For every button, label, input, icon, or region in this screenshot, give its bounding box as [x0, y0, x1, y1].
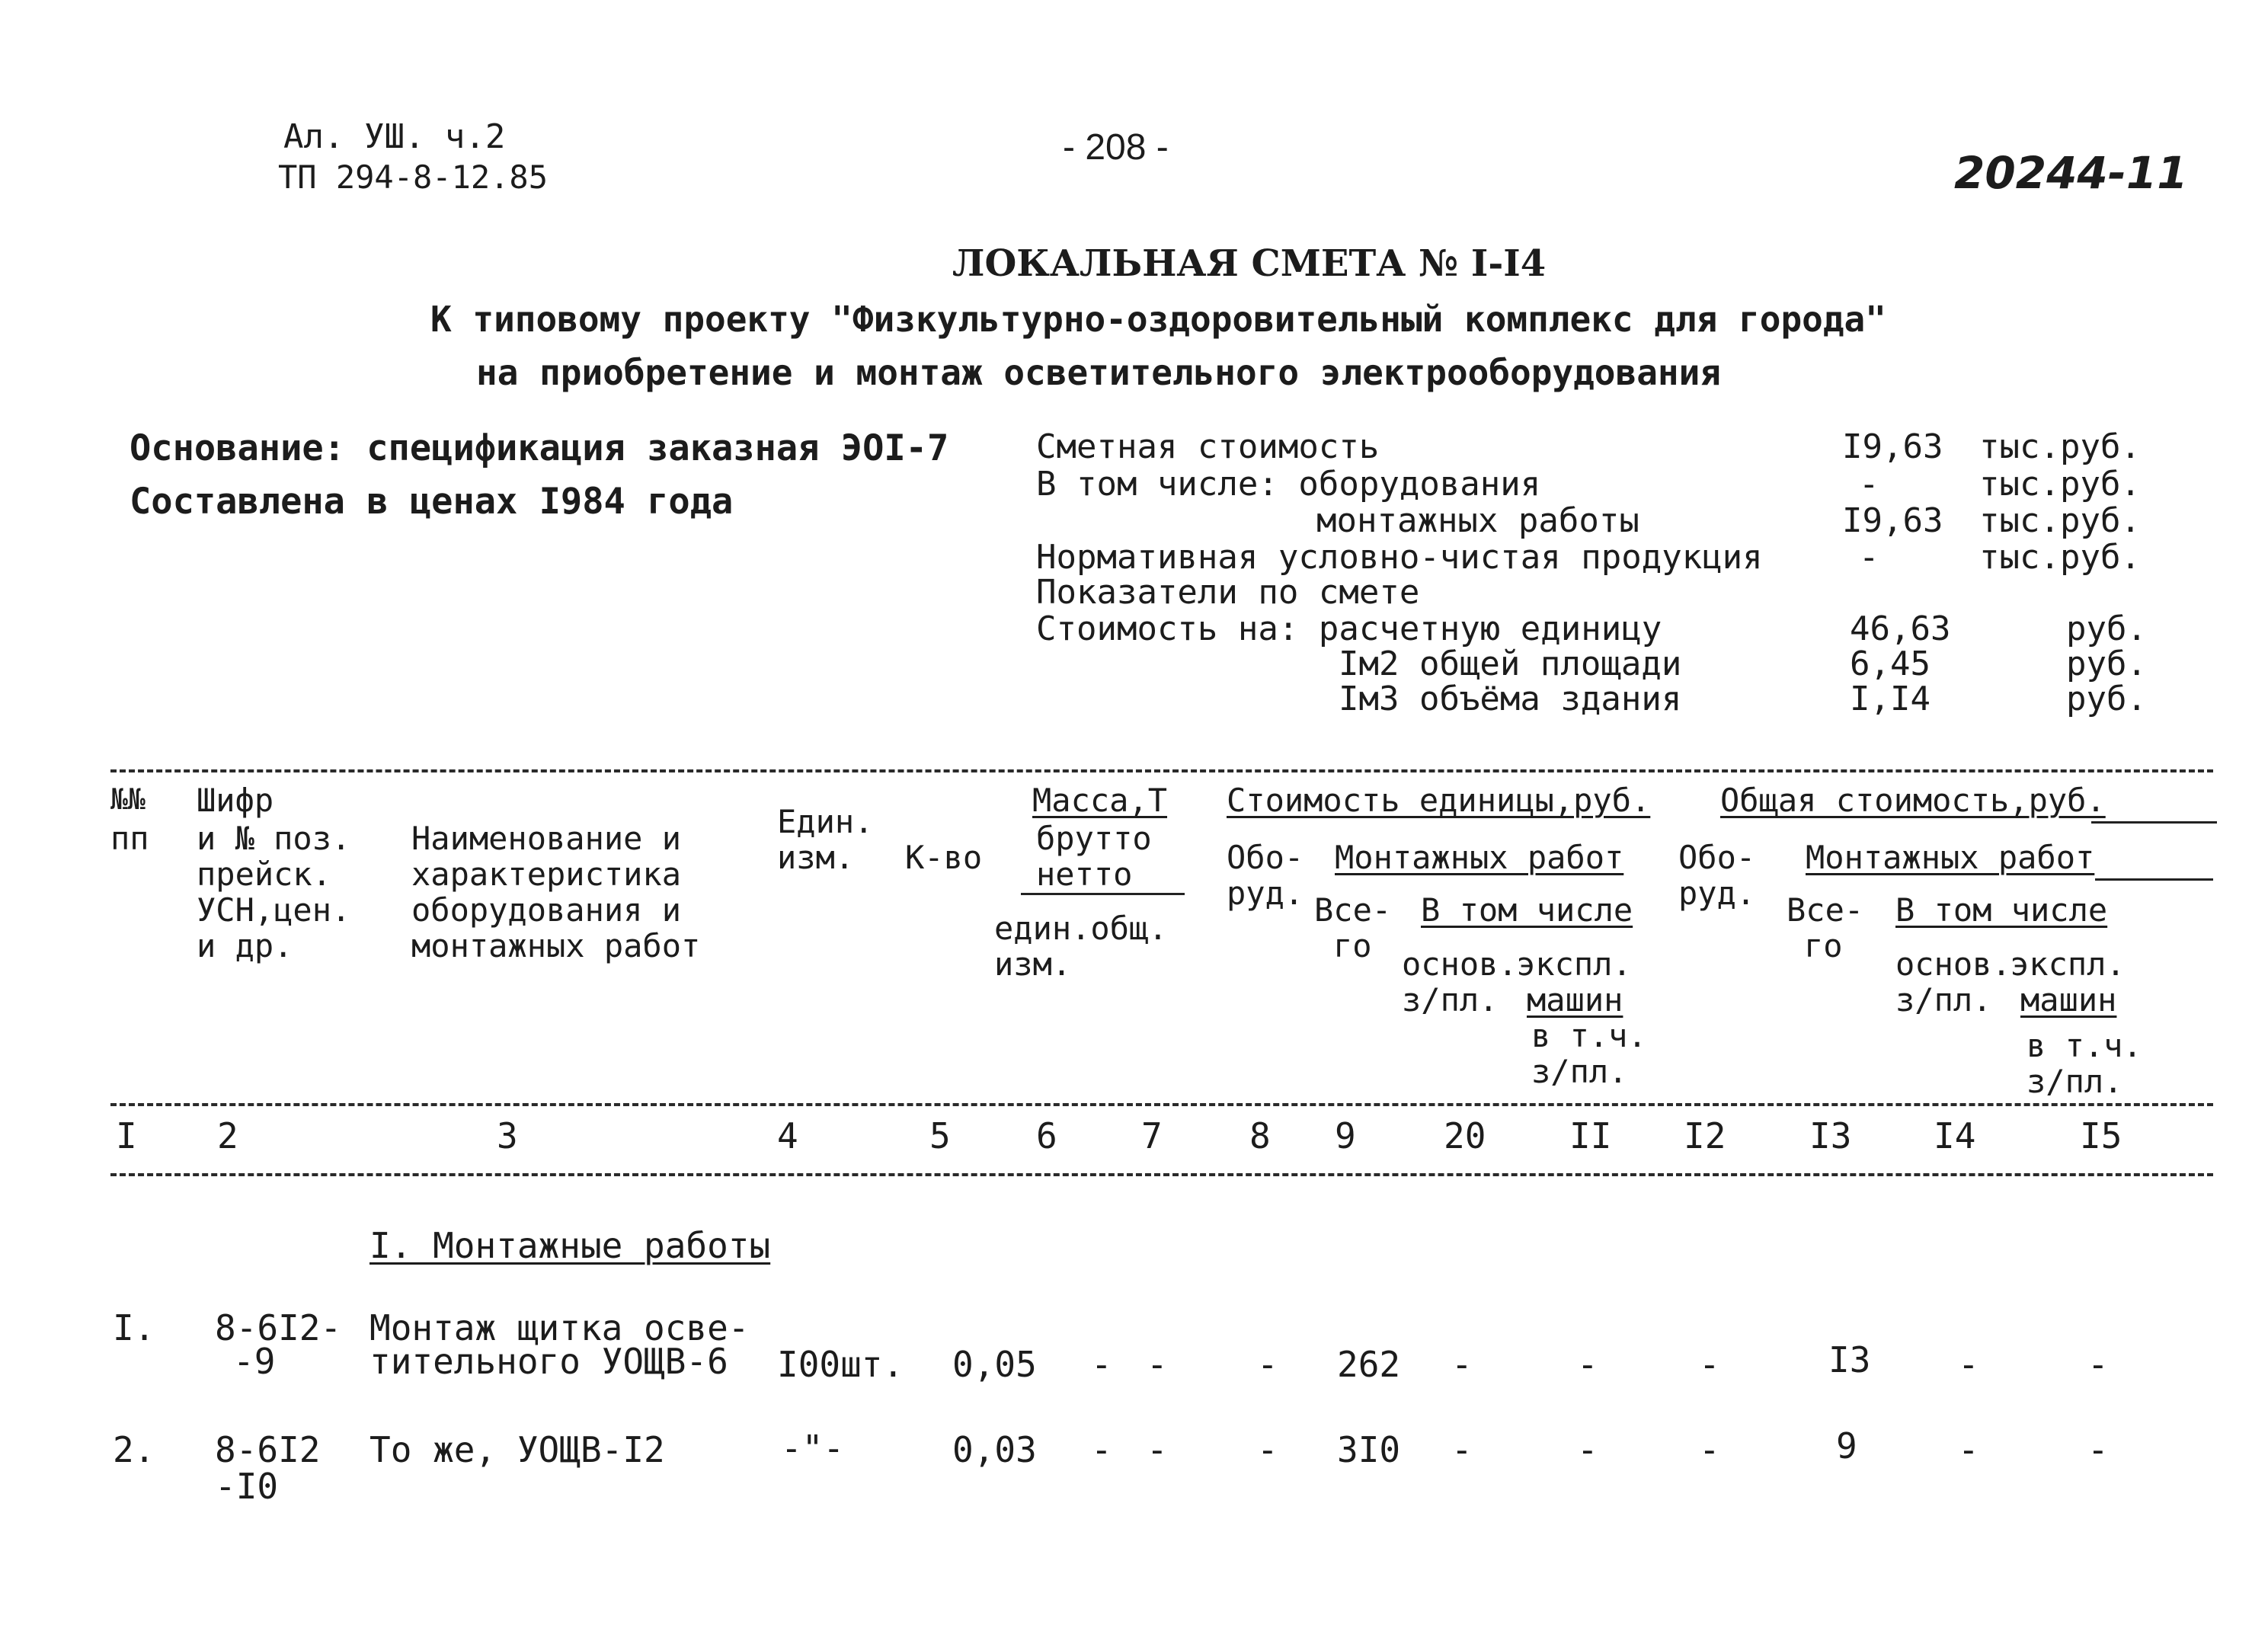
header-basic-wage-total: з/пл.: [1895, 981, 1992, 1019]
cost-per-unit-label: Стоимость на: расчетную единицу: [1036, 609, 1662, 648]
row-mounting-all: 262: [1337, 1344, 1401, 1385]
header-equipment-total: Обо-: [1678, 839, 1756, 876]
row-number: I.: [113, 1307, 155, 1348]
header-name: характеристика: [411, 856, 682, 893]
header-machine-op: экспл.: [1516, 945, 1632, 983]
row-mounting-all: 3I0: [1337, 1429, 1401, 1470]
cost-per-m3-value: I,I4: [1850, 680, 1931, 718]
row-mass-total: -: [1147, 1344, 1168, 1385]
row-number: 2.: [113, 1429, 155, 1470]
header-unit-cost: Стоимость единицы,руб.: [1227, 782, 1651, 819]
header-basic-wage: з/пл.: [1402, 981, 1499, 1019]
netto-underline: [1021, 893, 1185, 895]
header-basic-wage-total: основ.: [1895, 945, 2011, 983]
header-code: Шифр: [197, 782, 274, 819]
header-all-total: Все-: [1787, 891, 1864, 929]
header-mounting: Монтажных работ: [1335, 839, 1624, 876]
row-basic-wage-total: -: [1958, 1344, 1979, 1385]
header-number: пп: [110, 820, 149, 857]
row-basic-wage: -: [1451, 1344, 1473, 1385]
column-number: I4: [1934, 1115, 1976, 1156]
header-incl: В том числе: [1421, 891, 1633, 929]
header-basic-wage: основ.: [1402, 945, 1518, 983]
estimate-title: ЛОКАЛЬНАЯ СМЕТА № I-I4: [952, 242, 1547, 285]
row-unit: I00шт.: [777, 1344, 904, 1385]
header-equipment-total: руд.: [1678, 875, 1756, 912]
cost-header-underline: [2091, 821, 2217, 824]
header-machine-op-total: машин: [2020, 981, 2117, 1019]
column-number: 7: [1141, 1115, 1163, 1156]
unit-thousand-rub: тыс.руб.: [1979, 465, 2141, 504]
normative-value: -: [1859, 538, 1879, 577]
header-incl-wage: з/пл.: [1531, 1053, 1628, 1090]
column-number: 20: [1444, 1115, 1486, 1156]
estimate-purpose: на приобретение и монтаж осветительного электрооборудования: [476, 352, 1721, 393]
cost-per-unit-value: 46,63: [1850, 609, 1951, 648]
header-incl-wage: в т.ч.: [1531, 1017, 1647, 1054]
estimated-cost-value: I9,63: [1842, 427, 1943, 466]
unit-rub: руб.: [2066, 680, 2147, 718]
unit-thousand-rub: тыс.руб.: [1979, 501, 2141, 540]
page-number: - 208 -: [1063, 127, 1169, 168]
prices-line: Составлена в ценах I984 года: [130, 481, 734, 523]
header-incl-wage-total: з/пл.: [2026, 1063, 2123, 1100]
header-name: монтажных работ: [411, 927, 701, 964]
header-mounting-total: Монтажных работ: [1806, 839, 2095, 876]
row-equipment: -: [1257, 1344, 1278, 1385]
basis-line: Основание: спецификация заказная ЭОI-7: [130, 427, 949, 469]
column-number: I2: [1684, 1115, 1726, 1156]
header-all: Все-: [1314, 891, 1392, 929]
estimated-cost-label: Сметная стоимость: [1036, 427, 1380, 466]
header-netto: нетто: [1036, 856, 1133, 893]
header-name: оборудования и: [411, 891, 682, 929]
mounting-label: монтажных работы: [1316, 501, 1639, 540]
cost-per-m2-label: Iм2 общей площади: [1339, 644, 1682, 683]
cost-per-m3-label: Iм3 объёма здания: [1339, 680, 1682, 718]
column-number: 3: [497, 1115, 518, 1156]
unit-rub: руб.: [2066, 609, 2147, 648]
header-equipment: руд.: [1227, 875, 1304, 912]
header-code: прейск.: [197, 856, 332, 893]
row-machine-op: -: [1577, 1429, 1598, 1470]
header-total-cost: Общая стоимость,руб.: [1720, 782, 2106, 819]
row-code: 8-6I2-: [215, 1307, 342, 1348]
header-name: Наименование и: [411, 820, 682, 857]
row-code: -I0: [215, 1466, 279, 1507]
table-top-rule: [110, 769, 2213, 772]
mounting-value: I9,63: [1842, 501, 1943, 540]
header-brutto: брутто: [1036, 820, 1152, 857]
row-mass-total: -: [1147, 1429, 1168, 1470]
header-all: го: [1333, 927, 1372, 964]
header-incl-total: В том числе: [1895, 891, 2108, 929]
header-all-total: го: [1804, 927, 1843, 964]
header-code: и № поз.: [197, 820, 351, 857]
header-code: УСН,цен.: [197, 891, 351, 929]
column-number: 8: [1249, 1115, 1271, 1156]
row-mounting-total: I3: [1828, 1339, 1871, 1380]
row-equipment-total: -: [1699, 1429, 1720, 1470]
row-mass-unit: -: [1091, 1344, 1112, 1385]
row-basic-wage: -: [1451, 1429, 1473, 1470]
column-number: I: [116, 1115, 137, 1156]
row-name: То же, УОЩВ-I2: [369, 1429, 665, 1470]
row-machine-op: -: [1577, 1344, 1598, 1385]
row-mass-unit: -: [1091, 1429, 1112, 1470]
header-code: и др.: [197, 927, 293, 964]
header-machine-op-total: экспл.: [2010, 945, 2126, 983]
row-equipment: -: [1257, 1429, 1278, 1470]
header-unit: Един.: [777, 803, 874, 840]
column-number: II: [1569, 1115, 1612, 1156]
row-machine-op-total: -: [2087, 1344, 2109, 1385]
cost-per-m2-value: 6,45: [1850, 644, 1931, 683]
handwritten-code: 20244-11: [1954, 147, 2188, 199]
unit-thousand-rub: тыс.руб.: [1979, 538, 2141, 577]
column-number: 5: [929, 1115, 951, 1156]
section-title: I. Монтажные работы: [369, 1225, 771, 1266]
row-name: Монтаж щитка осве-: [369, 1307, 750, 1348]
row-equipment-total: -: [1699, 1344, 1720, 1385]
row-code: -9: [233, 1341, 276, 1382]
row-code: 8-6I2: [215, 1429, 321, 1470]
normative-label: Нормативная условно-чистая продукция: [1036, 538, 1763, 577]
row-name: тительного УОЩВ-6: [369, 1341, 728, 1382]
estimate-subtitle: К типовому проекту "Физкультурно-оздоровительный комплекс для города": [430, 299, 1886, 340]
project-reference: ТП 294-8-12.85: [278, 158, 549, 196]
equipment-value: -: [1859, 465, 1879, 504]
row-quantity: 0,05: [952, 1344, 1037, 1385]
unit-rub: руб.: [2066, 644, 2147, 683]
column-number: 2: [217, 1115, 238, 1156]
indicators-label: Показатели по смете: [1036, 573, 1420, 612]
header-mass: Масса,Т: [1032, 782, 1168, 819]
row-unit: -"-: [781, 1428, 845, 1469]
header-machine-op: машин: [1527, 981, 1623, 1019]
row-quantity: 0,03: [952, 1429, 1037, 1470]
header-mass-unit: един.общ.: [994, 910, 1168, 947]
column-number: I3: [1809, 1115, 1852, 1156]
header-quantity: К-во: [905, 839, 983, 876]
row-mounting-total: 9: [1836, 1425, 1857, 1466]
unit-thousand-rub: тыс.руб.: [1979, 427, 2141, 466]
header-mass-unit: изм.: [994, 945, 1072, 983]
column-number: 9: [1335, 1115, 1356, 1156]
header-number: №№: [110, 782, 146, 816]
album-reference: Ал. УШ. ч.2: [283, 117, 506, 156]
table-header-rule: [110, 1103, 2213, 1106]
row-basic-wage-total: -: [1958, 1429, 1979, 1470]
row-machine-op-total: -: [2087, 1429, 2109, 1470]
column-number: 6: [1036, 1115, 1057, 1156]
column-number: I5: [2080, 1115, 2122, 1156]
header-equipment: Обо-: [1227, 839, 1304, 876]
incl-equipment-label: В том числе: оборудования: [1036, 465, 1541, 504]
mounting-total-underline: [2095, 878, 2213, 881]
column-number: 4: [777, 1115, 798, 1156]
header-unit: изм.: [777, 839, 855, 876]
column-number-rule: [110, 1173, 2213, 1176]
header-incl-wage-total: в т.ч.: [2026, 1027, 2142, 1064]
